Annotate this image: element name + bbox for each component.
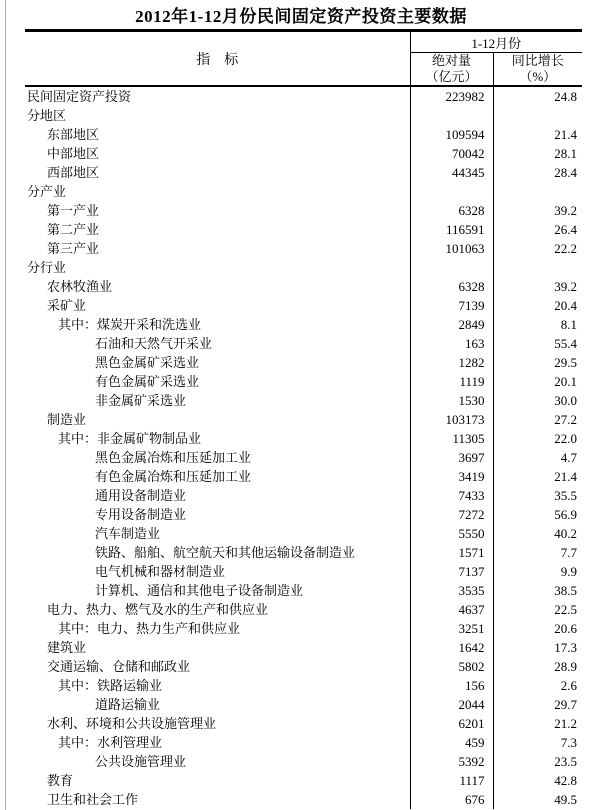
row-label: 水利、环境和公共设施管理业 <box>25 714 410 733</box>
growth-value: 7.7 <box>560 545 577 560</box>
table-row <box>25 163 582 182</box>
growth-value: 2.6 <box>560 678 577 693</box>
absolute-value: 6328 <box>410 277 493 296</box>
table-row <box>25 201 582 220</box>
row-label: 计算机、通信和其他电子设备制造业 <box>25 581 410 600</box>
growth-value: 22.0 <box>554 431 577 446</box>
row-label: 非金属矿采选业 <box>25 391 410 410</box>
growth-value: 28.9 <box>554 659 577 674</box>
growth-value: 39.2 <box>554 279 577 294</box>
absolute-amount-label: 绝对量 <box>431 53 471 68</box>
growth-value: 55.4 <box>554 336 577 351</box>
growth-value <box>493 106 582 125</box>
row-label: 铁路、船舶、航空航天和其他运输设备制造业 <box>25 543 410 562</box>
table-row <box>25 86 582 106</box>
table-row <box>25 600 582 619</box>
row-label: 采矿业 <box>25 296 410 315</box>
growth-value: 28.1 <box>554 146 577 161</box>
table-row <box>25 182 582 201</box>
absolute-value: 5392 <box>410 752 493 771</box>
absolute-value: 1117 <box>410 771 493 790</box>
absolute-value <box>410 106 493 125</box>
growth-value: 30.0 <box>554 393 577 408</box>
absolute-value: 459 <box>410 733 493 752</box>
row-label: 分产业 <box>25 182 410 201</box>
growth-value: 23.5 <box>554 754 577 769</box>
table-row <box>25 106 582 125</box>
row-label: 教育 <box>25 771 410 790</box>
row-label: 公共设施管理业 <box>25 752 410 771</box>
growth-value: 8.1 <box>560 317 577 332</box>
page-edge-line <box>5 0 6 810</box>
absolute-value: 5550 <box>410 524 493 543</box>
table-row <box>25 258 582 277</box>
col-header-period: 1-12月份 <box>410 31 582 53</box>
absolute-value: 103173 <box>410 410 493 429</box>
growth-value: 29.5 <box>554 355 577 370</box>
table-row <box>25 505 582 524</box>
absolute-value: 156 <box>410 676 493 695</box>
row-label: 汽车制造业 <box>25 524 410 543</box>
growth-value: 28.4 <box>554 165 577 180</box>
absolute-value: 1642 <box>410 638 493 657</box>
table-row <box>25 524 582 543</box>
row-label: 其中：电力、热力生产和供应业 <box>25 619 410 638</box>
absolute-value: 116591 <box>410 220 493 239</box>
row-label: 有色金属冶炼和压延加工业 <box>25 467 410 486</box>
absolute-value: 70042 <box>410 144 493 163</box>
table-row <box>25 220 582 239</box>
table-row <box>25 334 582 353</box>
row-label: 通用设备制造业 <box>25 486 410 505</box>
row-label: 石油和天然气开采业 <box>25 334 410 353</box>
absolute-value <box>410 182 493 201</box>
row-label: 分行业 <box>25 258 410 277</box>
table-header <box>25 31 582 87</box>
row-label: 西部地区 <box>25 163 410 182</box>
row-label: 其中：铁路运输业 <box>25 676 410 695</box>
growth-value: 35.5 <box>554 488 577 503</box>
absolute-value: 1282 <box>410 353 493 372</box>
absolute-value: 7272 <box>410 505 493 524</box>
row-label: 第三产业 <box>25 239 410 258</box>
row-label: 其中：水利管理业 <box>25 733 410 752</box>
growth-value: 9.9 <box>560 564 577 579</box>
row-label: 电力、热力、燃气及水的生产和供应业 <box>25 600 410 619</box>
growth-value: 20.1 <box>554 374 577 389</box>
row-label: 建筑业 <box>25 638 410 657</box>
table-row <box>25 429 582 448</box>
absolute-value: 223982 <box>410 86 493 106</box>
absolute-value: 6328 <box>410 201 493 220</box>
table-row <box>25 448 582 467</box>
absolute-value: 1571 <box>410 543 493 562</box>
absolute-value: 1119 <box>410 372 493 391</box>
row-label: 农林牧渔业 <box>25 277 410 296</box>
table-row <box>25 296 582 315</box>
row-label: 电气机械和器材制造业 <box>25 562 410 581</box>
table-row <box>25 543 582 562</box>
growth-value: 4.7 <box>560 450 577 465</box>
table-row <box>25 353 582 372</box>
table-body <box>25 86 582 809</box>
row-label: 专用设备制造业 <box>25 505 410 524</box>
stats-table <box>25 29 582 809</box>
absolute-value: 2044 <box>410 695 493 714</box>
absolute-value: 1530 <box>410 391 493 410</box>
absolute-value: 3419 <box>410 467 493 486</box>
col-header-indicator: 指 标 <box>25 31 410 87</box>
table-row <box>25 125 582 144</box>
absolute-value: 7433 <box>410 486 493 505</box>
growth-value: 24.8 <box>554 89 577 104</box>
absolute-value: 101063 <box>410 239 493 258</box>
absolute-value: 7139 <box>410 296 493 315</box>
table-row <box>25 486 582 505</box>
row-label: 第二产业 <box>25 220 410 239</box>
table-row <box>25 733 582 752</box>
absolute-value: 7137 <box>410 562 493 581</box>
absolute-value: 2849 <box>410 315 493 334</box>
absolute-value: 6201 <box>410 714 493 733</box>
table-row <box>25 467 582 486</box>
row-label: 第一产业 <box>25 201 410 220</box>
absolute-value: 3697 <box>410 448 493 467</box>
table-row <box>25 676 582 695</box>
row-label: 其中：煤炭开采和洗选业 <box>25 315 410 334</box>
table-row <box>25 277 582 296</box>
table-row <box>25 239 582 258</box>
row-label: 制造业 <box>25 410 410 429</box>
yoy-growth-label: 同比增长 <box>511 53 564 68</box>
growth-value: 17.3 <box>554 640 577 655</box>
table-row <box>25 695 582 714</box>
growth-value <box>493 182 582 201</box>
table-row <box>25 752 582 771</box>
table-row <box>25 638 582 657</box>
col-header-yoy-growth <box>493 53 582 87</box>
page-title: 2012年1-12月份民间固定资产投资主要数据 <box>135 7 467 26</box>
table-row <box>25 619 582 638</box>
growth-value: 21.2 <box>554 716 577 731</box>
growth-value: 56.9 <box>554 507 577 522</box>
growth-value: 22.2 <box>554 241 577 256</box>
row-label: 卫生和社会工作 <box>25 790 410 809</box>
table-row <box>25 562 582 581</box>
absolute-value <box>410 258 493 277</box>
absolute-value: 163 <box>410 334 493 353</box>
table-row <box>25 372 582 391</box>
row-label: 分地区 <box>25 106 410 125</box>
growth-value: 40.2 <box>554 526 577 541</box>
table-row <box>25 144 582 163</box>
yoy-growth-unit: （%） <box>519 69 557 84</box>
absolute-value: 109594 <box>410 125 493 144</box>
growth-value: 20.4 <box>554 298 577 313</box>
growth-value: 38.5 <box>554 583 577 598</box>
growth-value: 26.4 <box>554 222 577 237</box>
growth-value: 39.2 <box>554 203 577 218</box>
growth-value: 27.2 <box>554 412 577 427</box>
table-row <box>25 315 582 334</box>
absolute-value: 5802 <box>410 657 493 676</box>
row-label: 东部地区 <box>25 125 410 144</box>
growth-value: 20.6 <box>554 621 577 636</box>
table-row <box>25 391 582 410</box>
absolute-value: 4637 <box>410 600 493 619</box>
growth-value: 21.4 <box>554 127 577 142</box>
growth-value: 42.8 <box>554 773 577 788</box>
growth-value: 22.5 <box>554 602 577 617</box>
row-label: 黑色金属冶炼和压延加工业 <box>25 448 410 467</box>
growth-value <box>493 258 582 277</box>
row-label: 黑色金属矿采选业 <box>25 353 410 372</box>
row-label: 民间固定资产投资 <box>25 86 410 106</box>
table-row <box>25 581 582 600</box>
absolute-value: 44345 <box>410 163 493 182</box>
table-row <box>25 410 582 429</box>
absolute-value: 11305 <box>410 429 493 448</box>
absolute-value: 3535 <box>410 581 493 600</box>
absolute-value: 3251 <box>410 619 493 638</box>
col-header-absolute-amount <box>410 53 493 87</box>
row-label: 交通运输、仓储和邮政业 <box>25 657 410 676</box>
table-row <box>25 790 582 809</box>
row-label: 道路运输业 <box>25 695 410 714</box>
table-row <box>25 657 582 676</box>
growth-value: 21.4 <box>554 469 577 484</box>
growth-value: 7.3 <box>560 735 577 750</box>
table-row <box>25 771 582 790</box>
absolute-amount-unit: （亿元） <box>425 69 478 84</box>
row-label: 其中：非金属矿物制品业 <box>25 429 410 448</box>
absolute-value: 676 <box>410 790 493 809</box>
row-label: 有色金属矿采选业 <box>25 372 410 391</box>
row-label: 中部地区 <box>25 144 410 163</box>
table-row <box>25 714 582 733</box>
growth-value: 49.5 <box>554 792 577 807</box>
growth-value: 29.7 <box>554 697 577 712</box>
